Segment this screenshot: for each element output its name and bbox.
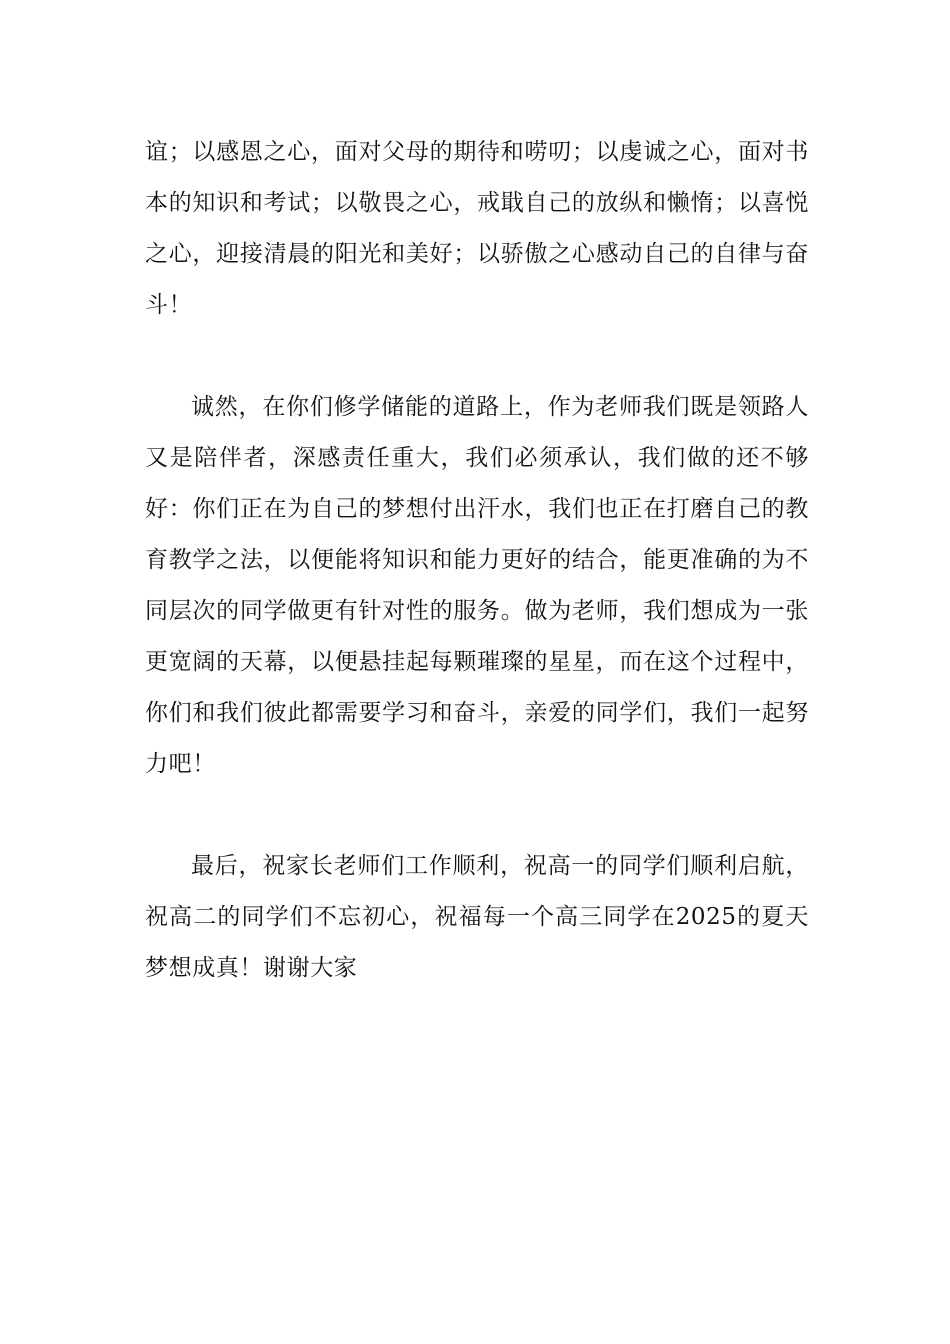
paragraph-1: 谊；以感恩之心，面对父母的期待和唠叨；以虔诚之心，面对书本的知识和考试；以敬畏之心，戒戢自己的放纵和懒惰；以喜悦之心，迎接清晨的阳光和美好；以骄傲之心感动自己的自律与奋斗！	[145, 139, 809, 318]
paragraph-2: 诚然，在你们修学储能的道路上，作为老师我们既是领路人又是陪伴者，深感责任重大，我们必须承认，我们做的还不够好：你们正在为自己的梦想付出汗水，我们也正在打磨自己的教育教学之法，以便能将知识和能力更好的结合，能更准确的为不同层次的同学做更有针对性的服务。做为老师，我们想成为一张更宽阔的天幕，以便悬挂起每颗璀璨的星星，而在这个过程中，你们和我们彼此都需要学习和奋斗，亲爱的同学们，我们一起努力吧！	[145, 394, 809, 777]
paragraph-3: 最后，祝家长老师们工作顺利，祝高一的同学们顺利启航，祝高二的同学们不忘初心，祝福每一个高三同学在2025的夏天梦想成真！谢谢大家	[145, 853, 809, 981]
document-body	[145, 127, 809, 1045]
